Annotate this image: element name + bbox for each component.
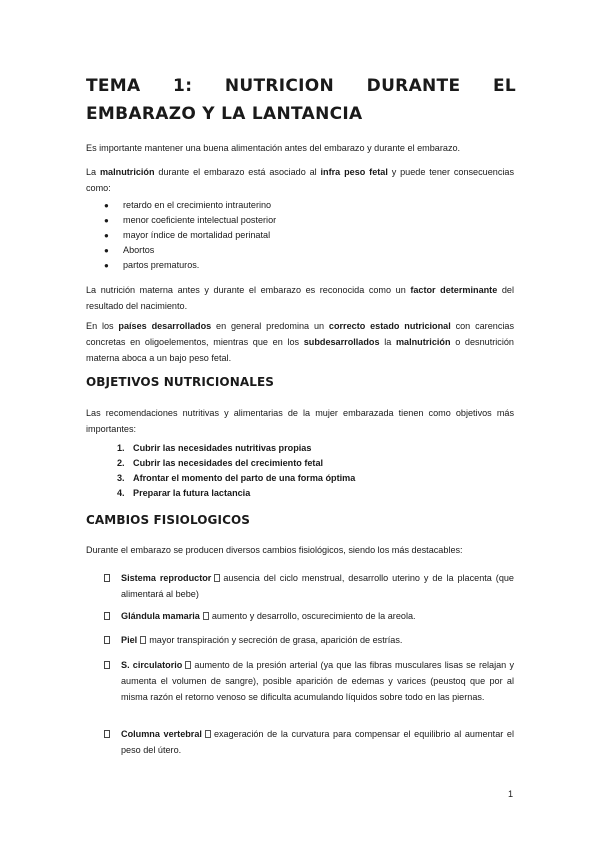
objectives-heading: OBJETIVOS NUTRICIONALES <box>86 375 275 389</box>
change-item-mammary: Glándula mamaria aumento y desarrollo, oscurecimiento de la areola. <box>104 608 514 624</box>
change-item-circulatory: S. circulatorio aumento de la presión arterial (ya que las fibras musculares lisas se relajan y aumenta el volumen de sangre), posible aparición de edemas y varices (peustoq que por al misma razón el retorno venoso se dificulta acumulando líquidos sobre todo en las piernas. <box>104 657 514 705</box>
page-number: 1 <box>508 789 514 799</box>
list-item: ● partos prematuros. <box>104 258 276 273</box>
list-item: 2. Cubrir las necesidades del crecimiento fetal <box>117 458 324 468</box>
countries-paragraph: En los países desarrollados en general predomina un correcto estado nutricional con carencias concretas en oligoelementos, mientras que en los subdesarrollados la malnutrición o desnutrición materna aboca a un bajo peso fetal. <box>86 321 514 363</box>
list-item: ● Abortos <box>104 243 276 258</box>
bullet-box-icon <box>104 730 110 738</box>
list-item: ● retardo en el crecimiento intrauterino <box>104 198 276 213</box>
bullet-box-icon <box>104 636 110 644</box>
intro-paragraph: Es importante mantener una buena alimentación antes del embarazo y durante el embarazo. <box>86 143 461 153</box>
arrow-icon <box>203 612 209 620</box>
arrow-icon <box>205 730 211 738</box>
changes-intro: Durante el embarazo se producen diversos cambios fisiológicos, siendo los más destacables: <box>86 545 463 555</box>
arrow-icon <box>140 636 146 644</box>
factor-paragraph: La nutrición materna antes y durante el embarazo es reconocida como un factor determinante del resultado del nacimiento. <box>86 285 514 311</box>
changes-heading: CAMBIOS FISIOLOGICOS <box>86 513 251 527</box>
consequences-list <box>104 198 276 273</box>
list-item: 4. Preparar la futura lactancia <box>117 488 251 498</box>
arrow-icon <box>185 661 191 669</box>
list-item: ● menor coeficiente intelectual posterior <box>104 213 276 228</box>
bullet-box-icon <box>104 661 110 669</box>
page-title: TEMA 1: NUTRICION DURANTE EL EMBARAZO Y LA LANTANCIA <box>86 76 516 124</box>
bullet-box-icon <box>104 612 110 620</box>
list-item: ● mayor índice de mortalidad perinatal <box>104 228 276 243</box>
list-item: 1. Cubrir las necesidades nutritivas propias <box>117 443 312 453</box>
objectives-list <box>117 441 355 501</box>
arrow-icon <box>214 574 220 582</box>
malnutrition-paragraph: La malnutrición durante el embarazo está asociado al infra peso fetal y puede tener consecuencias como: <box>86 167 514 193</box>
change-item-skin: Piel mayor transpiración y secreción de grasa, aparición de estrías. <box>104 632 514 648</box>
change-item-spine: Columna vertebral exageración de la curvatura para compensar el equilibrio al aumentar el peso del útero. <box>104 726 514 758</box>
change-item-reproductive: Sistema reproductor ausencia del ciclo menstrual, desarrollo uterino y de la placenta (que alimentará al bebe) <box>104 570 514 602</box>
list-item: 3. Afrontar el momento del parto de una forma óptima <box>117 473 356 483</box>
bullet-box-icon <box>104 574 110 582</box>
objectives-intro: Las recomendaciones nutritivas y alimentarias de la mujer embarazada tienen como objetivos más importantes: <box>86 408 514 434</box>
